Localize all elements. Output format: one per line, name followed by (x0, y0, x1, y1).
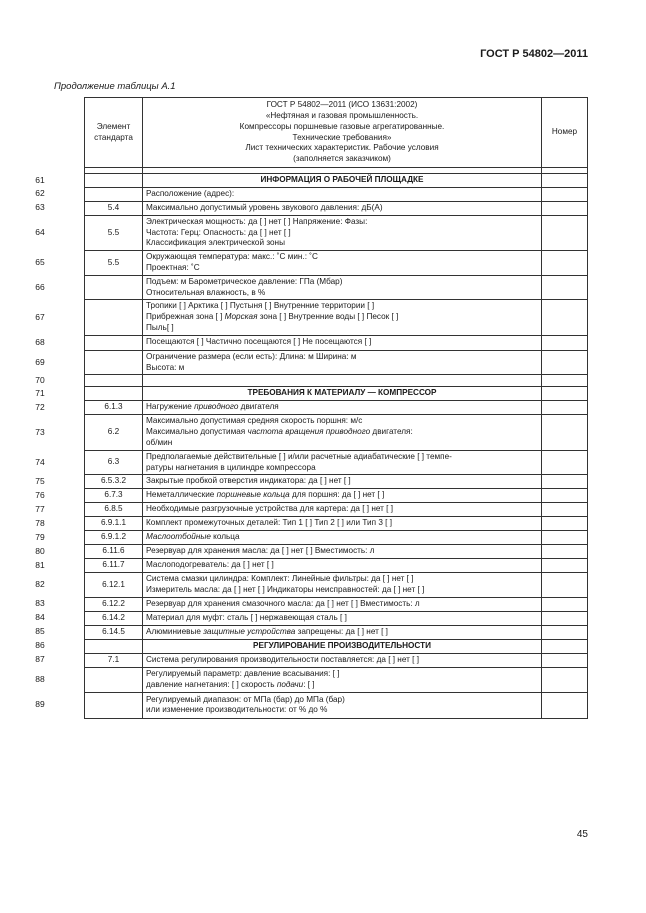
row-number: 86 (35, 640, 45, 651)
number-col-header: Номер (542, 98, 588, 168)
requirement-cell (143, 188, 542, 202)
requirement-cell (143, 545, 542, 559)
requirement-cell (143, 300, 542, 335)
element-cell: 6.14.5 (85, 625, 143, 639)
element-cell: 6.7.3 (85, 489, 143, 503)
table-row (85, 625, 588, 639)
requirement-cell (143, 450, 542, 475)
requirement-cell (143, 559, 542, 573)
number-cell (542, 375, 588, 387)
requirement-cell (143, 215, 542, 250)
doc-title-header (143, 98, 542, 168)
number-cell (542, 450, 588, 475)
number-cell (542, 639, 588, 653)
number-cell (542, 625, 588, 639)
requirement-line: Посещаются [ ] Частично посещаются [ ] Не посещаются [ ] (146, 337, 372, 347)
doc-title-line: «Нефтяная и газовая промышленность. (265, 110, 419, 120)
number-cell (542, 692, 588, 718)
requirement-line: Прибрежная зона [ ] Морская зона [ ] Внутренние воды [ ] Песок [ ] (146, 312, 399, 322)
row-number: 71 (35, 387, 45, 398)
table-row (85, 573, 588, 598)
number-cell (542, 517, 588, 531)
requirement-cell (143, 692, 542, 718)
requirement-cell (143, 667, 542, 692)
element-cell: 6.9.1.1 (85, 517, 143, 531)
page-number: 45 (576, 829, 588, 840)
element-cell (85, 174, 143, 188)
requirement-cell (143, 611, 542, 625)
requirement-line: Алюминиевые защитные устройства запрещены: да [ ] нет [ ] (146, 627, 388, 637)
element-cell: 6.2 (85, 415, 143, 450)
number-cell (542, 215, 588, 250)
requirement-line: Система смазки цилиндра: Комплект: Линейные фильтры: да [ ] нет [ ] (146, 574, 414, 584)
requirement-cell (143, 335, 542, 350)
requirement-line: Предполагаемые действительные [ ] и/или расчетные адиабатические [ ] темпе- (146, 451, 452, 461)
table-row (85, 503, 588, 517)
doc-title-line: ГОСТ Р 54802—2011 (ИСО 13631:2002) (266, 100, 418, 110)
table-row (85, 667, 588, 692)
requirement-line: Маслоотбойные кольца (146, 532, 240, 542)
element-cell (85, 275, 143, 300)
number-cell (542, 489, 588, 503)
requirement-line: Резервуар для хранения масла: да [ ] нет [ ] Вместимость: л (146, 546, 375, 556)
number-cell (542, 188, 588, 202)
row-number: 87 (35, 654, 45, 665)
element-cell: 5.5 (85, 215, 143, 250)
number-cell (542, 201, 588, 215)
table-row (85, 251, 588, 276)
requirement-line: Пыль[ ] (146, 322, 174, 332)
element-cell (85, 692, 143, 718)
number-cell (542, 415, 588, 450)
number-cell (542, 503, 588, 517)
requirement-cell (143, 503, 542, 517)
number-cell (542, 545, 588, 559)
table-row (85, 300, 588, 335)
requirement-line: Классификация электрической зоны (146, 238, 285, 248)
requirement-line: Максимально допустимая частота вращения приводного двигателя: (146, 427, 413, 437)
element-col-header (85, 98, 143, 168)
table-row (85, 692, 588, 718)
table-row (85, 387, 588, 401)
table-row (85, 597, 588, 611)
standard-code: ГОСТ Р 54802—2011 (480, 48, 588, 60)
table-row (85, 653, 588, 667)
table-row (85, 611, 588, 625)
number-cell (542, 387, 588, 401)
requirement-line: Необходимые разгрузочные устройства для картера: да [ ] нет [ ] (146, 504, 393, 514)
table-body (85, 168, 588, 719)
requirement-line: Комплект промежуточных деталей: Тип 1 [ ] Тип 2 [ ] или Тип 3 [ ] (146, 518, 392, 528)
requirement-line: Регулируемый параметр: давление всасывания: [ ] (146, 669, 340, 679)
row-number: 72 (35, 401, 45, 412)
number-cell (542, 251, 588, 276)
row-number: 84 (35, 612, 45, 623)
requirement-cell (143, 489, 542, 503)
row-number: 61 (35, 174, 45, 185)
requirement-cell (143, 625, 542, 639)
number-cell (542, 174, 588, 188)
element-cell: 6.5.3.2 (85, 475, 143, 489)
requirement-line: Регулируемый диапазон: от МПа (бар) до МПа (бар) (146, 694, 345, 704)
requirement-line: Материал для муфт: сталь [ ] нержавеющая сталь [ ] (146, 613, 347, 623)
section-heading (143, 639, 542, 653)
table-continuation: Продолжение таблицы А.1 (54, 81, 176, 92)
row-number: 69 (35, 356, 45, 367)
doc-title-line: Технические требования» (292, 132, 392, 142)
requirement-cell (143, 201, 542, 215)
element-col-line: Элемент (96, 121, 131, 131)
number-cell (542, 335, 588, 350)
number-cell (542, 559, 588, 573)
table-row (85, 415, 588, 450)
doc-title-line: Лист технических характеристик. Рабочие условия (245, 143, 439, 153)
row-number: 83 (35, 598, 45, 609)
requirement-cell (143, 531, 542, 545)
requirement-line: ИНФОРМАЦИЯ О РАБОЧЕЙ ПЛОЩАДКЕ (260, 175, 424, 185)
row-number: 67 (35, 311, 45, 322)
requirement-line: Измеритель масла: да [ ] нет [ ] Индикаторы неисправностей: да [ ] нет [ ] (146, 585, 425, 595)
requirement-line: Частота: Герц: Опасность: да [ ] нет [ ] (146, 227, 291, 237)
row-number: 85 (35, 626, 45, 637)
element-cell: 6.14.2 (85, 611, 143, 625)
requirement-line: Максимально допустимый уровень звукового давления: дБ(А) (146, 202, 383, 212)
requirement-line: Система регулирования производительности поставляется: да [ ] нет [ ] (146, 655, 419, 665)
section-heading (143, 174, 542, 188)
requirement-cell (143, 251, 542, 276)
requirement-line: Электрическая мощность: да [ ] нет [ ] Напряжение: Фазы: (146, 216, 368, 226)
number-cell (542, 653, 588, 667)
requirement-line: Закрытые пробкой отверстия индикатора: да [ ] нет [ ] (146, 476, 351, 486)
table-row (85, 375, 588, 387)
requirement-cell (143, 375, 542, 387)
number-cell (542, 573, 588, 598)
element-col-line: стандарта (94, 132, 133, 142)
requirement-cell (143, 517, 542, 531)
row-number: 78 (35, 517, 45, 528)
requirement-line: об/мин (146, 437, 173, 447)
doc-title-line: Компрессоры поршневые газовые агрегатированные. (239, 121, 445, 131)
requirement-cell (143, 597, 542, 611)
row-number: 77 (35, 503, 45, 514)
table-header (85, 98, 588, 168)
row-number: 89 (35, 699, 45, 710)
element-cell: 5.5 (85, 251, 143, 276)
number-cell (542, 401, 588, 415)
element-cell (85, 188, 143, 202)
doc-title-line: (заполняется заказчиком) (293, 154, 391, 164)
row-number: 81 (35, 559, 45, 570)
row-number: 88 (35, 673, 45, 684)
requirement-line: Относительная влажность, в % (146, 287, 266, 297)
row-number: 80 (35, 545, 45, 556)
requirement-cell (143, 350, 542, 375)
row-number: 62 (35, 188, 45, 199)
number-cell (542, 300, 588, 335)
number-cell (542, 275, 588, 300)
requirement-line: Ограничение размера (если есть): Длина: м Ширина: м (146, 351, 357, 361)
element-cell (85, 375, 143, 387)
element-cell: 6.9.1.2 (85, 531, 143, 545)
requirement-line: Резервуар для хранения смазочного масла: да [ ] нет [ ] Вместимость: л (146, 599, 420, 609)
row-number: 74 (35, 456, 45, 467)
requirement-line: Расположение (адрес): (146, 189, 235, 198)
table-row (85, 275, 588, 300)
requirement-cell (143, 415, 542, 450)
table-row (85, 401, 588, 415)
element-cell: 6.12.2 (85, 597, 143, 611)
row-number: 65 (35, 256, 45, 267)
number-cell (542, 667, 588, 692)
number-cell (542, 597, 588, 611)
row-number: 75 (35, 475, 45, 486)
table-row (85, 517, 588, 531)
row-number: 63 (35, 202, 45, 213)
table-row (85, 559, 588, 573)
requirement-line: Проектная: ˚С (146, 262, 200, 272)
table-row (85, 475, 588, 489)
requirement-line: ТРЕБОВАНИЯ К МАТЕРИАЛУ — КОМПРЕССОР (247, 388, 437, 398)
requirement-cell (143, 475, 542, 489)
element-cell: 6.11.6 (85, 545, 143, 559)
row-number: 70 (35, 374, 45, 385)
requirement-line: Подъем: м Барометрическое давление: ГПа (Мбар) (146, 276, 343, 286)
element-cell: 5.4 (85, 201, 143, 215)
requirement-line: Окружающая температура: макс.: ˚С мин.: ˚С (146, 252, 318, 262)
requirement-line: Высота: м (146, 362, 185, 372)
table-row (85, 639, 588, 653)
spec-table (84, 97, 588, 719)
number-cell (542, 475, 588, 489)
requirement-cell (143, 401, 542, 415)
table-row (85, 201, 588, 215)
element-cell (85, 639, 143, 653)
element-cell (85, 350, 143, 375)
row-number: 73 (35, 426, 45, 437)
requirement-line: РЕГУЛИРОВАНИЕ ПРОИЗВОДИТЕЛЬНОСТИ (253, 641, 431, 651)
row-number: 82 (35, 579, 45, 590)
section-heading (143, 387, 542, 401)
element-cell (85, 300, 143, 335)
number-cell (542, 531, 588, 545)
row-number: 66 (35, 281, 45, 292)
table-row (85, 215, 588, 250)
element-cell: 6.1.3 (85, 401, 143, 415)
table-row (85, 531, 588, 545)
element-cell: 6.11.7 (85, 559, 143, 573)
element-cell: 7.1 (85, 653, 143, 667)
table-row (85, 174, 588, 188)
row-number: 76 (35, 489, 45, 500)
row-number: 64 (35, 226, 45, 237)
requirement-line: или изменение производительности: от % до % (146, 705, 328, 715)
element-cell: 6.12.1 (85, 573, 143, 598)
requirement-line: ратуры нагнетания в цилиндре компрессора (146, 462, 316, 472)
element-cell: 6.8.5 (85, 503, 143, 517)
table-row (85, 489, 588, 503)
row-number: 79 (35, 531, 45, 542)
requirement-line: Нагружение приводного двигателя (146, 402, 279, 412)
element-cell (85, 387, 143, 401)
requirement-line: Неметаллические поршневые кольца для поршня: да [ ] нет [ ] (146, 490, 385, 500)
table-row (85, 350, 588, 375)
element-cell: 6.3 (85, 450, 143, 475)
table-row (85, 335, 588, 350)
requirement-line: Маслоподогреватель: да [ ] нет [ ] (146, 560, 274, 570)
element-cell (85, 667, 143, 692)
requirement-line: Максимально допустимая средняя скорость поршня: м/с (146, 416, 363, 426)
element-cell (85, 335, 143, 350)
table-row (85, 545, 588, 559)
table-row (85, 188, 588, 202)
table-row (85, 450, 588, 475)
requirement-line: давление нагнетания: [ ] скорость подачи: [ ] (146, 679, 315, 689)
number-cell (542, 611, 588, 625)
requirement-cell (143, 275, 542, 300)
number-cell (542, 350, 588, 375)
requirement-cell (143, 653, 542, 667)
requirement-line: Тропики [ ] Арктика [ ] Пустыня [ ] Внутренние территории [ ] (146, 301, 375, 311)
row-number: 68 (35, 336, 45, 347)
requirement-cell (143, 573, 542, 598)
